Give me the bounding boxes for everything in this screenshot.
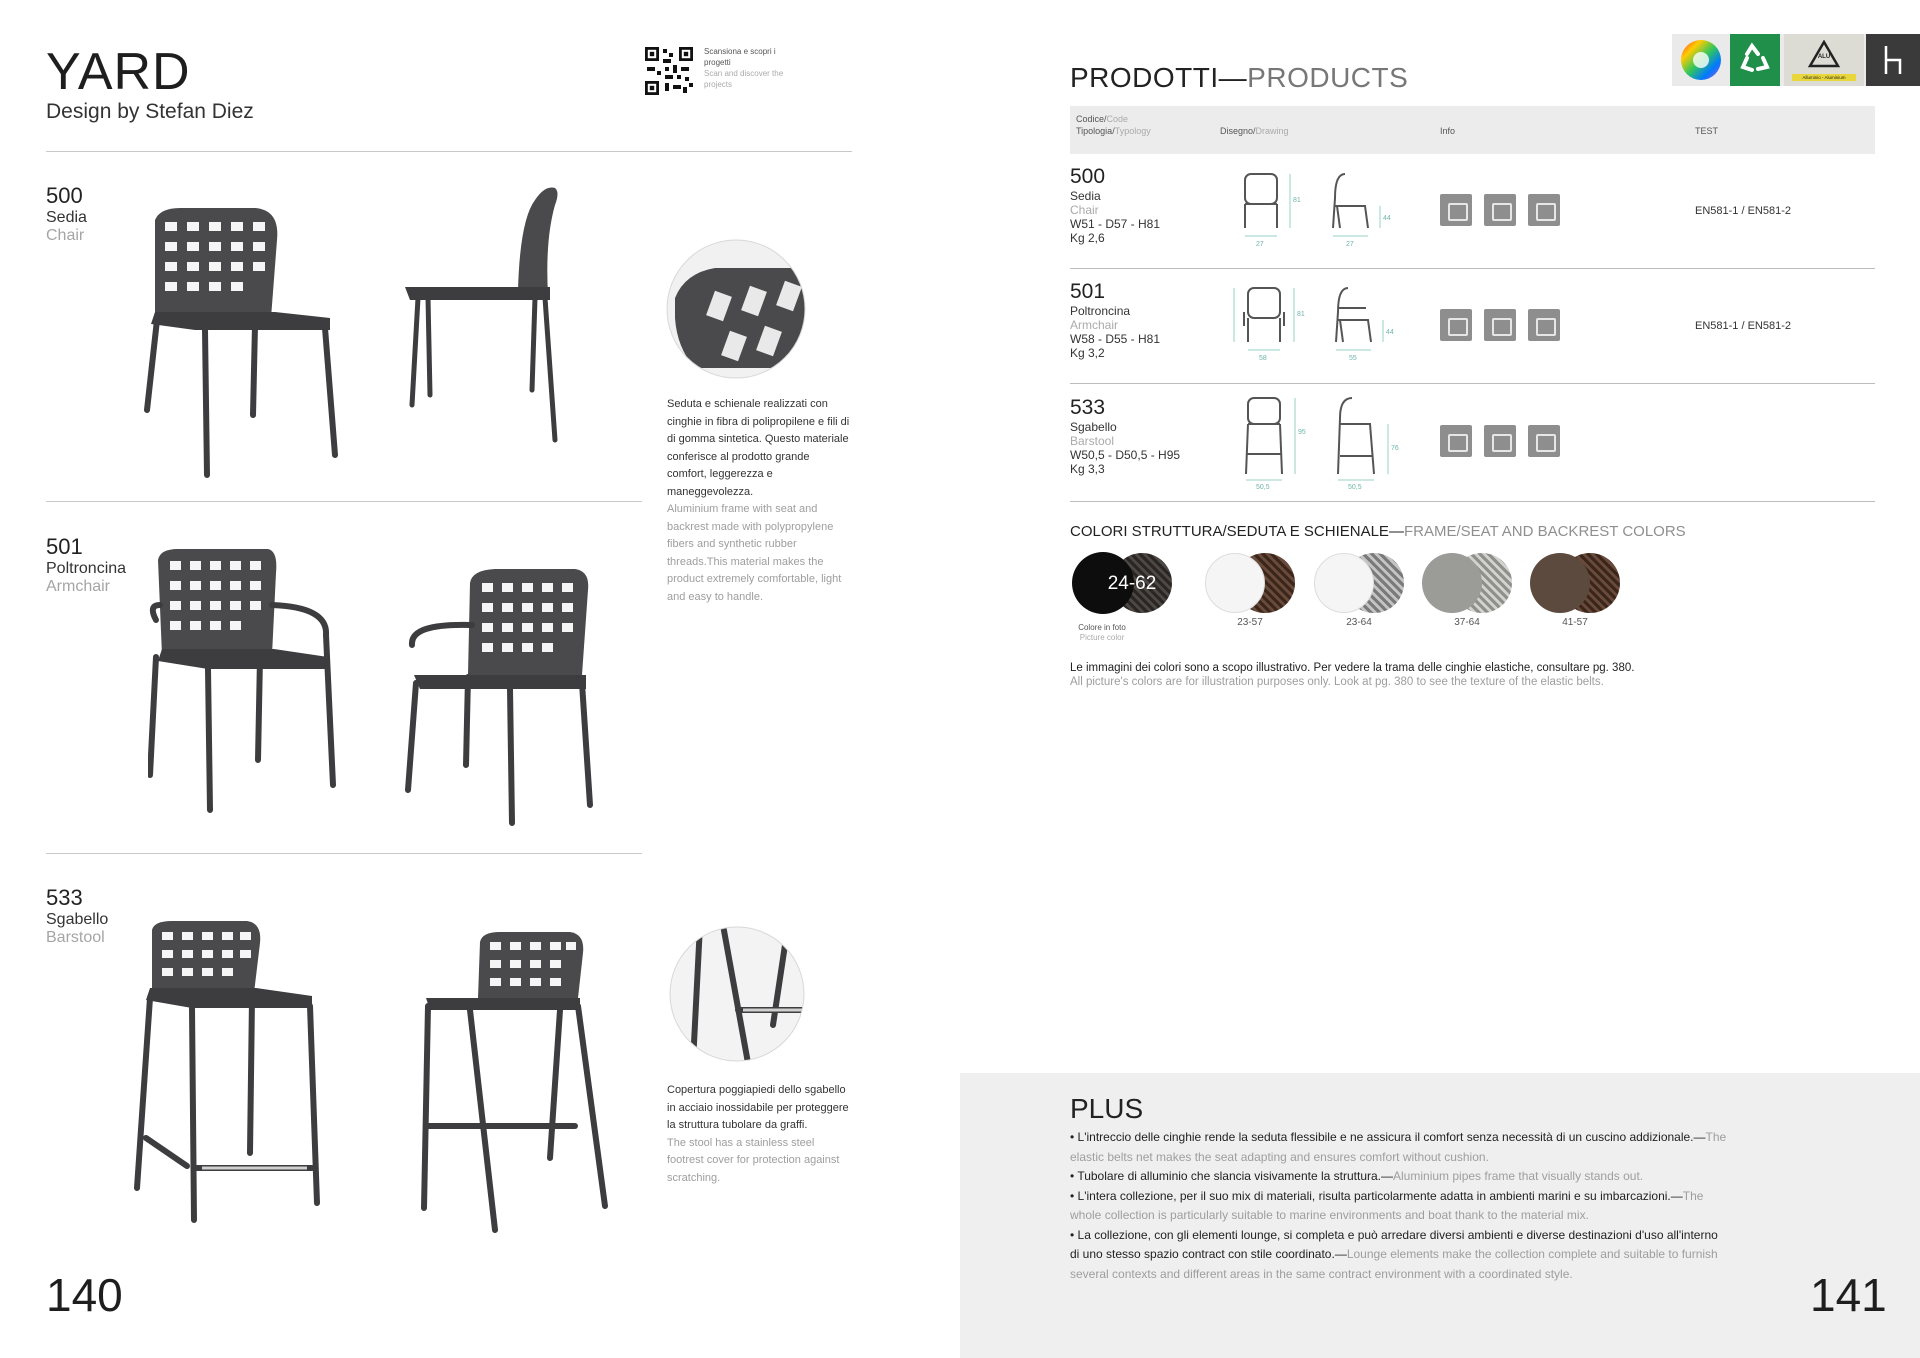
drawing-500: [1240, 168, 1400, 250]
product-500-label: [46, 183, 87, 245]
swatch-code: 24-62: [1107, 573, 1157, 594]
colors-title-it: COLORI STRUTTURA/SEDUTA E SCHIENALE: [1070, 523, 1389, 540]
th-drawing-it: Disegno/: [1220, 126, 1256, 136]
color-wheel-icon: [1676, 34, 1726, 86]
colors-title-sep: —: [1388, 523, 1404, 540]
dim-depth: 55: [1349, 355, 1357, 362]
colors-title: [1070, 523, 1686, 540]
usage-badge: [1866, 34, 1920, 86]
detail-footrest-text-it: Copertura poggiapiedi dello sgabello in acciaio inossidabile per proteggere la struttura tubolare da graffi.: [667, 1084, 849, 1131]
alu-label: ALU: [1817, 54, 1831, 60]
barstool-533-side-image: [420, 928, 610, 1238]
row-name-it: Sgabello: [1070, 420, 1117, 434]
dim-width: 58: [1259, 355, 1267, 362]
product-name-en: Chair: [46, 227, 85, 244]
row-name-en: Armchair: [1070, 318, 1119, 332]
th-code-it: Codice/: [1076, 114, 1107, 124]
products-title: [1070, 62, 1408, 94]
th-drawing-en: Drawing: [1255, 126, 1289, 136]
qr-caption-it: Scansiona e scopri i progetti: [704, 47, 776, 67]
colors-note-en: All picture's colors are for illustration purposes only. Look at pg. 380 to see the texture of the elastic belts.: [1070, 676, 1604, 688]
dim-height: 81: [1297, 311, 1305, 318]
dim-width: 27: [1256, 241, 1264, 248]
detail-footrest-text-en: The stool has a stainless steel footrest cover for protection against scratching.: [667, 1136, 840, 1184]
qr-code-icon[interactable]: [645, 47, 693, 95]
row-test-standard: EN581-1 / EN581-2: [1695, 205, 1791, 217]
color-swatch-23-57[interactable]: [1205, 553, 1315, 628]
armchair-501-back-image: [400, 565, 600, 830]
plus-item-it: • L'intreccio delle cinghie rende la seduta flessibile e ne assicura il comfort senza necessità di un cuscino addizionale.—: [1070, 1130, 1706, 1144]
product-code: 500: [46, 183, 83, 208]
detail-weave-image: [665, 238, 807, 380]
table-row: [1070, 280, 1160, 360]
swatch-code: 23-57: [1237, 617, 1263, 628]
swatch-note-it: Colore in foto: [1078, 623, 1126, 632]
th-type: [1076, 126, 1151, 136]
top-divider: [46, 151, 852, 152]
swatch-code: 41-57: [1562, 617, 1588, 628]
detail-footrest-description: [667, 1082, 852, 1187]
drawing-533: [1240, 394, 1420, 490]
plus-item: [1070, 1187, 1730, 1226]
th-drawing: [1220, 126, 1289, 136]
row-test-standard: EN581-1 / EN581-2: [1695, 320, 1791, 332]
color-swatch-24-62[interactable]: [1072, 553, 1182, 642]
row-divider: [1070, 268, 1875, 269]
dim-seat: 44: [1383, 215, 1391, 222]
hospitality-icon: [1528, 194, 1560, 226]
th-code: [1076, 114, 1128, 124]
plus-item-en: Lounge elements make the collection complete and suitable to furnish several contexts and different areas in the same contract environment with a coordinated style.: [1070, 1247, 1718, 1281]
chair-outline-icon: [1878, 44, 1908, 76]
divider-501: [46, 853, 642, 854]
dim-height: 81: [1293, 197, 1301, 204]
row-name-it: Poltroncina: [1070, 304, 1131, 318]
product-name-en: Barstool: [46, 929, 105, 946]
outdoor-icon: [1484, 194, 1516, 226]
products-title-sep: —: [1218, 62, 1248, 93]
table-row: [1070, 165, 1160, 245]
row-name-en: Chair: [1070, 203, 1099, 217]
row-divider: [1070, 383, 1875, 384]
plus-item-it: • Tubolare di alluminio che slancia visivamente la struttura.—: [1070, 1169, 1394, 1183]
plus-item-en: Aluminium pipes frame that visually stands out.: [1393, 1169, 1644, 1183]
dim-depth: 27: [1346, 241, 1354, 248]
product-name-en: Armchair: [46, 578, 111, 595]
row-code: 533: [1070, 396, 1106, 419]
alu-sub: Alluminio - Aluminium: [1792, 74, 1856, 81]
dim-depth: 50,5: [1348, 484, 1362, 490]
dim-width: 50,5: [1256, 484, 1270, 490]
products-title-it: PRODOTTI: [1070, 62, 1219, 93]
row-weight: Kg 3,3: [1070, 462, 1105, 476]
row-weight: Kg 3,2: [1070, 346, 1105, 360]
row-code: 501: [1070, 280, 1106, 303]
page-number-left: 140: [46, 1269, 123, 1321]
color-swatch-23-64[interactable]: [1314, 553, 1424, 628]
detail-footrest-image: [668, 925, 806, 1063]
qr-caption: [704, 46, 794, 90]
swatch-frame: [1314, 553, 1374, 613]
swatch-frame: [1530, 553, 1590, 613]
products-title-en: PRODUCTS: [1247, 62, 1409, 93]
plus-item-en: The elastic belts net makes the seat adapting and ensures comfort without cushion.: [1070, 1130, 1727, 1164]
dim-seat: 76: [1391, 445, 1399, 452]
plus-item-it: • L'intera collezione, per il suo mix di materiali, risulta particolarmente adatta in ambienti marini e su imbarcazioni.—: [1070, 1188, 1683, 1203]
dim-height: 95: [1298, 429, 1306, 436]
plus-item-it: • La collezione, con gli elementi lounge, si completa e può arredare diversi ambienti e diverse destinazioni d'uso all'interno di uno stesso spazio contract con stile coordinato.—: [1070, 1227, 1718, 1261]
armchair-501-front-image: [148, 545, 348, 820]
row-weight: Kg 2,6: [1070, 231, 1105, 245]
detail-weave-description: [667, 396, 852, 606]
alu-badge: [1784, 34, 1864, 86]
color-swatch-37-64[interactable]: [1422, 553, 1532, 628]
hospitality-icon: [1528, 309, 1560, 341]
product-name-it: Sedia: [46, 209, 87, 226]
th-type-it: Tipologia/: [1076, 126, 1115, 136]
collection-title: YARD: [46, 43, 191, 101]
outdoor-icon: [1484, 425, 1516, 457]
divider-500: [46, 501, 642, 502]
row-dimensions: W50,5 - D50,5 - H95: [1070, 448, 1181, 462]
table-row: [1070, 396, 1180, 476]
colors-title-en: FRAME/SEAT AND BACKREST COLORS: [1403, 523, 1686, 540]
row-dimensions: W58 - D55 - H81: [1070, 332, 1161, 346]
row-code: 500: [1070, 165, 1106, 188]
colors-note-it: Le immagini dei colori sono a scopo illustrativo. Per vedere la trama delle cinghie elastiche, consultare pg. 380.: [1070, 662, 1635, 674]
row-name-en: Barstool: [1070, 434, 1115, 448]
row-dimensions: W51 - D57 - H81: [1070, 217, 1161, 231]
chair-500-side-image: [400, 180, 575, 450]
chair-500-front-image: [135, 200, 350, 485]
recycle-icon: [1730, 34, 1780, 86]
plus-item: [1070, 1226, 1730, 1285]
th-test: TEST: [1695, 126, 1719, 136]
product-501-label: [46, 534, 126, 596]
detail-weave-text-en: Aluminium frame with seat and backrest made with polypropylene fibers and synthetic rubber threads.This material makes the product extremely comfortable, light and easy to handle.: [667, 503, 842, 603]
product-code: 501: [46, 534, 83, 559]
detail-weave-text-it: Seduta e schienale realizzati con cinghie in fibra di polipropilene e fili di di gomma sintetica. Questo materiale conferisce al prodotto grande comfort, leggerezza e maneggevolezza.: [667, 398, 850, 498]
plus-list: [1070, 1128, 1730, 1284]
stackable-icon: [1440, 194, 1472, 226]
th-code-en: Code: [1106, 114, 1129, 124]
plus-item: [1070, 1128, 1730, 1167]
outdoor-icon: [1484, 309, 1516, 341]
row-name-it: Sedia: [1070, 189, 1101, 203]
plus-title: PLUS: [1070, 1093, 1144, 1124]
plus-item: [1070, 1167, 1730, 1187]
qr-caption-en: Scan and discover the projects: [704, 69, 784, 89]
row-divider: [1070, 501, 1875, 502]
th-info: Info: [1440, 126, 1456, 136]
drawing-501: [1218, 282, 1408, 364]
product-code: 533: [46, 885, 83, 910]
dim-seat: 44: [1386, 329, 1394, 336]
stackable-icon: [1440, 309, 1472, 341]
swatch-note-en: Picture color: [1079, 633, 1125, 642]
products-table-header: [1070, 106, 1875, 154]
page-number-right: 141: [1810, 1269, 1887, 1321]
product-533-label: [46, 885, 108, 947]
swatch-frame: [1205, 553, 1265, 613]
swatch-code: 37-64: [1454, 617, 1480, 628]
swatch-code: 23-64: [1346, 617, 1372, 628]
stackable-icon: [1440, 425, 1472, 457]
color-swatch-41-57[interactable]: [1530, 553, 1640, 628]
hospitality-icon: [1528, 425, 1560, 457]
barstool-533-front-image: [132, 918, 332, 1228]
designer-subtitle: Design by Stefan Diez: [46, 100, 254, 123]
product-name-it: Poltroncina: [46, 560, 127, 577]
product-name-it: Sgabello: [46, 911, 109, 928]
plus-item-en: The whole collection is particularly suitable to marine environments and boat thank to the material mix.: [1070, 1188, 1704, 1222]
th-type-en: Typology: [1114, 126, 1151, 136]
swatch-frame: [1422, 553, 1482, 613]
